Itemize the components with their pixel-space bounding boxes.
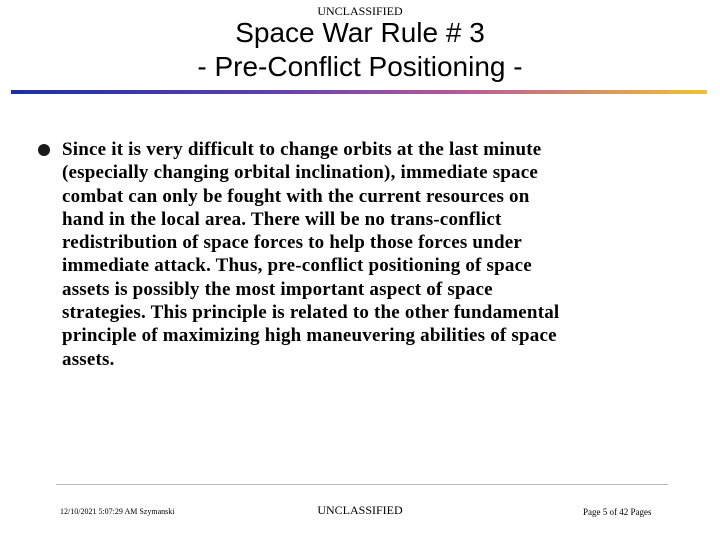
bullet-dot-icon <box>38 144 50 156</box>
slide-title <box>0 16 720 84</box>
bullet-item <box>38 138 688 371</box>
bullet-line: redistribution of space forces to help those forces under <box>62 232 522 254</box>
bullet-line: Since it is very difficult to change orbits at the last minute <box>62 139 542 160</box>
bullet-line: assets is possibly the most important aspect of space <box>62 278 493 300</box>
bullet-line: strategies. This principle is related to the other fundamental <box>62 302 560 324</box>
classification-footer: UNCLASSIFIED <box>317 503 403 517</box>
bullet-line: combat can only be fought with the current resources on <box>62 185 530 207</box>
footer-divider <box>56 484 668 485</box>
classification-header: UNCLASSIFIED <box>317 4 403 18</box>
bullet-line: assets. <box>62 348 115 370</box>
title-line-1: Space War Rule # 3 <box>235 17 485 48</box>
bullet-line: immediate attack. Thus, pre-conflict positioning of space <box>62 255 532 277</box>
bullet-line: (especially changing orbital inclination), immediate space <box>62 162 539 184</box>
bullet-text <box>62 138 559 371</box>
page-number: Page 5 of 42 Pages <box>583 507 652 517</box>
title-line-2: - Pre-Conflict Positioning - <box>197 51 523 82</box>
bullet-line: principle of maximizing high maneuvering abilities of space <box>62 325 557 347</box>
bullet-line: hand in the local area. There will be no trans-conflict <box>62 208 502 230</box>
slide-body <box>38 138 688 371</box>
title-divider <box>11 90 707 94</box>
footer-date-author: 12/10/2021 5:07:29 AM Szymanski <box>60 507 175 516</box>
